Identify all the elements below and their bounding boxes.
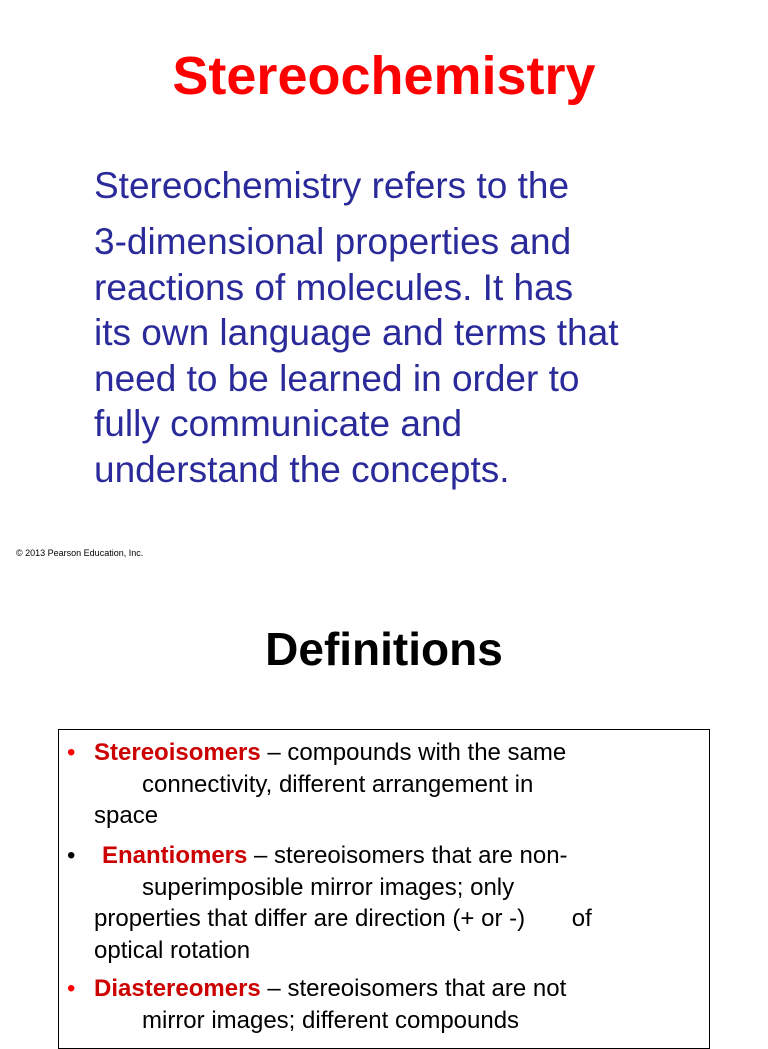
definition-text: properties that differ are direction (+ or -) of [94, 905, 592, 932]
definition-text: mirror images; different compounds [142, 1006, 520, 1034]
body-line: fully communicate and [94, 403, 463, 444]
slide-title: Definitions [265, 623, 503, 675]
slide-body-text [94, 163, 734, 492]
definition-term: Diastereomers [94, 975, 261, 1002]
definition-text: superimposible mirror images; only [142, 873, 515, 901]
body-line: its own language and terms that [94, 312, 619, 353]
bullet-icon: • [67, 975, 76, 1002]
body-line: 3-dimensional properties and [94, 221, 572, 262]
definition-text: optical rotation [94, 936, 251, 964]
body-paragraph [94, 219, 734, 492]
definition-term: Enantiomers [102, 842, 248, 869]
slide-title: Stereochemistry [172, 46, 596, 106]
definition-term: Stereoisomers [94, 739, 261, 766]
definition-text: – compounds with the same [260, 739, 567, 766]
definitions-box [58, 729, 710, 1049]
definition-text: – stereoisomers that are not [260, 975, 567, 1002]
copyright-notice: © 2013 Pearson Education, Inc. [16, 548, 144, 558]
body-line: understand the concepts. [94, 448, 510, 490]
body-line: reactions of molecules. It has [94, 266, 574, 308]
body-line: need to be learned in order to [94, 357, 580, 399]
definition-text: connectivity, different arrangement in [142, 770, 534, 798]
definition-text: – stereoisomers that are non- [247, 842, 568, 869]
bullet-icon: • [67, 739, 76, 766]
definition-text: space [94, 802, 159, 829]
bullet-icon: • [67, 842, 76, 869]
body-first-line: Stereochemistry refers to the [94, 165, 570, 206]
